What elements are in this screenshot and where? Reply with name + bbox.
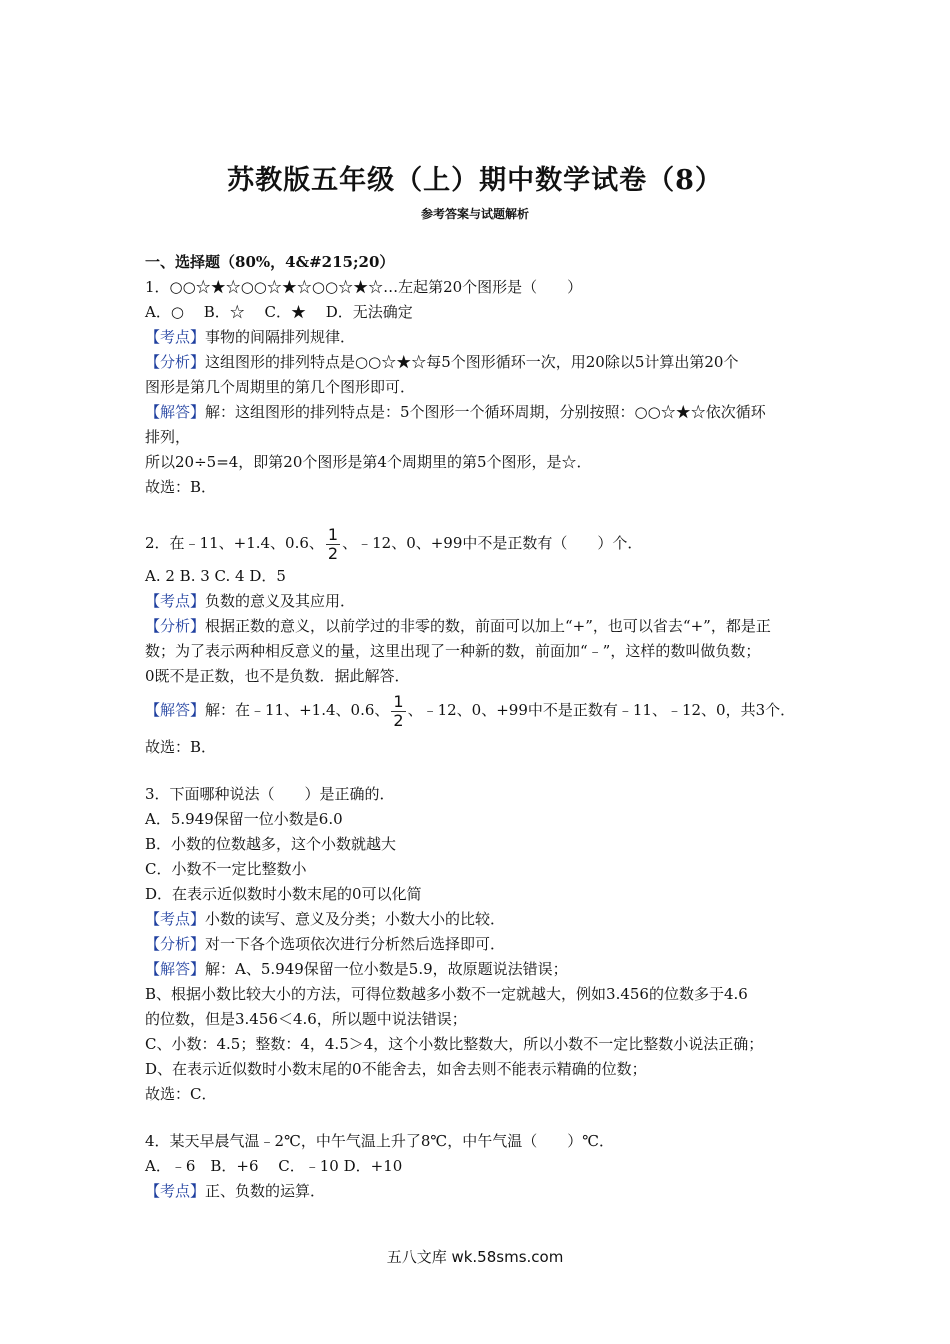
kaodian-text: 正、负数的运算．: [205, 1182, 326, 1200]
jieda-text: 解：这组图形的排列特点是：5个图形一个循环周期，分别按照：○○☆★☆依次循环: [205, 403, 766, 421]
question-3-stem: 3．下面哪种说法（ ）是正确的．: [145, 785, 395, 803]
kaodian-text: 小数的读写、意义及分类；小数大小的比较．: [205, 910, 506, 928]
question-2-fenxi: [145, 614, 815, 639]
question-3-kaodian: [145, 907, 815, 932]
question-1-fenxi-cont: 图形是第几个周期里的第几个图形即可．: [145, 378, 416, 396]
jieda-tag: 【解答】: [145, 403, 206, 421]
jieda-text-start: 解：在﹣11、+1.4、0.6、: [205, 701, 390, 719]
question-4-kaodian: [145, 1179, 815, 1204]
kaodian-tag: 【考点】: [145, 1182, 206, 1200]
question-3-jieda-d: D、在表示近似数时小数末尾的0不能舍去，如舍去则不能表示精确的位数；: [145, 1060, 647, 1078]
question-3-option-d: D．在表示近似数时小数末尾的0可以化简: [145, 885, 422, 903]
footer-watermark[interactable]: 五八文库 wk.58sms.com: [386, 1248, 564, 1266]
question-3-jieda-b-cont: 的位数，但是3.456＜4.6，所以题中说法错误；: [145, 1010, 467, 1028]
question-3-option-a: A．5.949保留一位小数是6.0: [145, 810, 343, 828]
section-heading: 一、选择题（80%，4&#215;20）: [145, 253, 395, 271]
question-2-stem: [145, 522, 815, 564]
jieda-tag: 【解答】: [145, 960, 206, 978]
fenxi-tag: 【分析】: [145, 353, 206, 371]
question-2-answer: 故选：B．: [145, 738, 217, 756]
question-4-options: A．﹣6 B．+6 C．﹣10 D．+10: [145, 1157, 403, 1175]
kaodian-text: 负数的意义及其应用．: [205, 592, 356, 610]
fraction-one-half: [326, 526, 340, 563]
jieda-tag: 【解答】: [145, 701, 206, 719]
question-2-fenxi-cont: 数；为了表示两种相反意义的量，这里出现了一种新的数，前面加“﹣”，这样的数叫做负数；: [145, 642, 761, 660]
kaodian-tag: 【考点】: [145, 328, 206, 346]
question-1-kaodian: [145, 325, 815, 350]
fraction-one-half: [391, 693, 405, 730]
question-1-fenxi: [145, 350, 815, 375]
fenxi-tag: 【分析】: [145, 935, 206, 953]
question-3-fenxi: [145, 932, 815, 957]
kaodian-tag: 【考点】: [145, 910, 206, 928]
question-1-jieda-calc: 所以20÷5=4，即第20个图形是第4个周期里的第5个图形，是☆．: [145, 453, 592, 471]
question-3-jieda-c: C、小数：4.5；整数：4，4.5＞4，这个小数比整数大，所以小数不一定比整数小说法正确；: [145, 1035, 764, 1053]
question-1-answer: 故选：B．: [145, 478, 217, 496]
fenxi-text: 对一下各个选项依次进行分析然后选择即可．: [205, 935, 506, 953]
question-3-jieda-b: B、根据小数比较大小的方法，可得位数越多小数不一定就越大，例如3.456的位数多于4.6: [145, 985, 748, 1003]
jieda-text-end: 、﹣12、0、+99中不是正数有﹣11、﹣12、0，共3个．: [407, 701, 796, 719]
fenxi-text: 这组图形的排列特点是○○☆★☆每5个图形循环一次，用20除以5计算出第20个: [205, 353, 739, 371]
page-subtitle: 参考答案与试题解析: [420, 207, 529, 221]
question-2-jieda: [145, 689, 815, 731]
question-4-stem: 4．某天早晨气温﹣2℃，中午气温上升了8℃，中午气温（ ）℃．: [145, 1132, 614, 1150]
kaodian-text: 事物的间隔排列规律．: [205, 328, 356, 346]
fraction-denominator: 2: [327, 543, 339, 563]
question-2-kaodian: [145, 589, 815, 614]
document-body: [145, 250, 815, 1204]
question-1-jieda: [145, 400, 815, 425]
fraction-numerator: 1: [393, 691, 404, 711]
question-3-option-c: C．小数不一定比整数小: [145, 860, 307, 878]
question-3-answer: 故选：C．: [145, 1085, 217, 1103]
question-1-jieda-cont: 排列，: [145, 428, 191, 446]
question-3-option-b: B．小数的位数越多，这个小数就越大: [145, 835, 397, 853]
question-1-options: A．○ B．☆ C．★ D．无法确定: [145, 303, 413, 321]
page-title: 苏教版五年级（上）期中数学试卷（8）: [227, 165, 723, 196]
question-3-jieda: [145, 957, 815, 982]
fraction-numerator: 1: [327, 524, 339, 544]
question-2-stem-end: 、﹣12、0、+99中不是正数有（ ）个．: [342, 534, 643, 552]
fraction-denominator: 2: [393, 710, 404, 730]
question-2-options: A. 2 B. 3 C. 4 D．5: [145, 567, 286, 585]
kaodian-tag: 【考点】: [145, 592, 206, 610]
jieda-text: 解：A、5.949保留一位小数是5.9，故原题说法错误；: [205, 960, 568, 978]
question-2-fenxi-cont2: 0既不是正数，也不是负数．据此解答．: [145, 667, 410, 685]
question-1-stem: 1．○○☆★☆○○☆★☆○○☆★☆…左起第20个图形是（ ）: [145, 278, 583, 296]
question-2-stem-start: 2．在﹣11、+1.4、0.6、: [145, 534, 324, 552]
fenxi-tag: 【分析】: [145, 617, 206, 635]
fenxi-text: 根据正数的意义，以前学过的非零的数，前面可以加上“+”，也可以省去“+”，都是正: [205, 617, 771, 635]
